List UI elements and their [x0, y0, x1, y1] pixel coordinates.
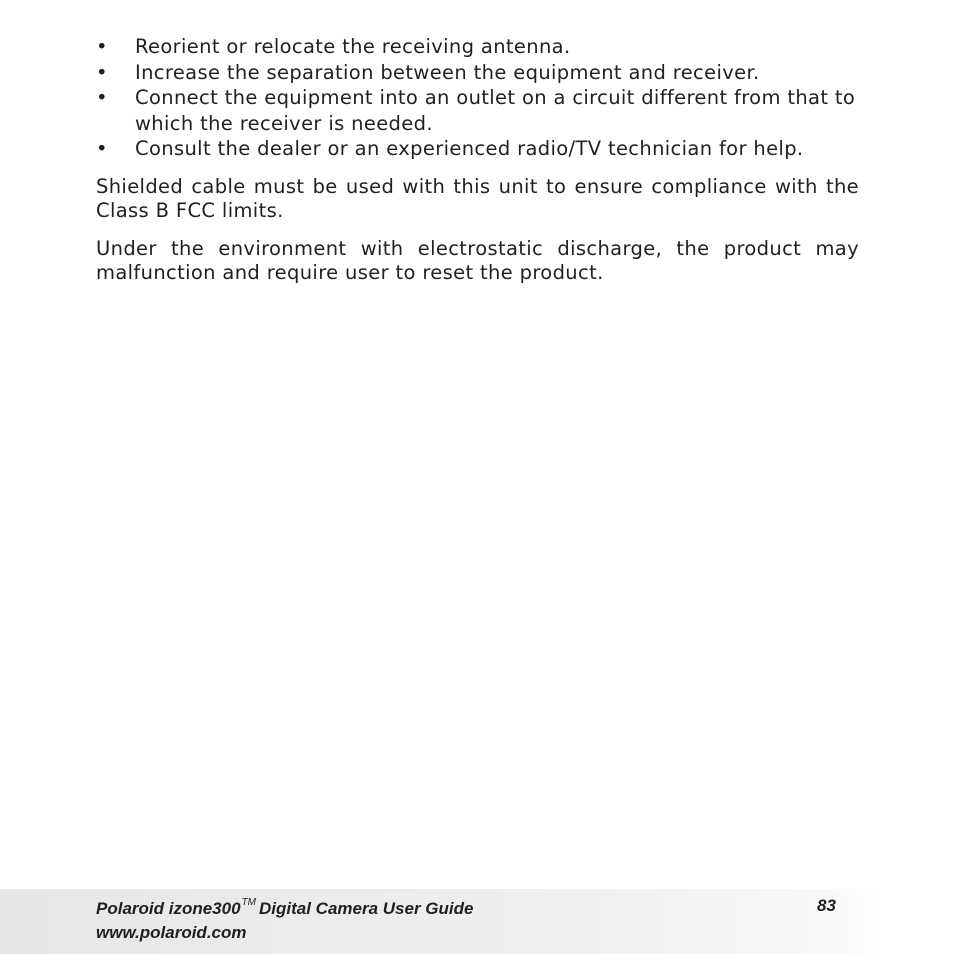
page-number: 83 — [817, 896, 836, 915]
list-item — [96, 60, 859, 86]
trademark-mark: TM — [241, 897, 256, 909]
list-item-text: Connect the equipment into an outlet on a circuit different from that to which the receiver is needed. — [135, 86, 856, 135]
list-item-text: Reorient or relocate the receiving antenna. — [135, 35, 571, 58]
shielded-cable-paragraph: Shielded cable must be used with this unit to ensure compliance with the Class B FCC limits. — [96, 174, 859, 222]
esd-paragraph: Under the environment with electrostatic discharge, the product may malfunction and require user to reset the product. — [96, 236, 859, 284]
page-footer — [0, 889, 954, 954]
list-item — [96, 136, 859, 162]
list-item — [96, 85, 859, 136]
list-item — [96, 34, 859, 60]
bullet-icon: • — [96, 137, 108, 160]
bullet-icon: • — [96, 60, 108, 84]
guide-title-product: Polaroid izone300 — [96, 899, 241, 918]
recommendation-list — [96, 34, 859, 162]
bullet-icon: • — [96, 35, 108, 58]
list-item-text: Consult the dealer or an experienced radio/TV technician for help. — [135, 137, 804, 160]
website-url: www.polaroid.com — [96, 923, 247, 942]
page-body — [96, 34, 859, 286]
list-item-text: Increase the separation between the equipment and receiver. — [135, 60, 760, 84]
bullet-icon: • — [96, 86, 108, 109]
guide-title-rest: Digital Camera User Guide — [259, 899, 474, 918]
guide-title — [96, 899, 473, 919]
